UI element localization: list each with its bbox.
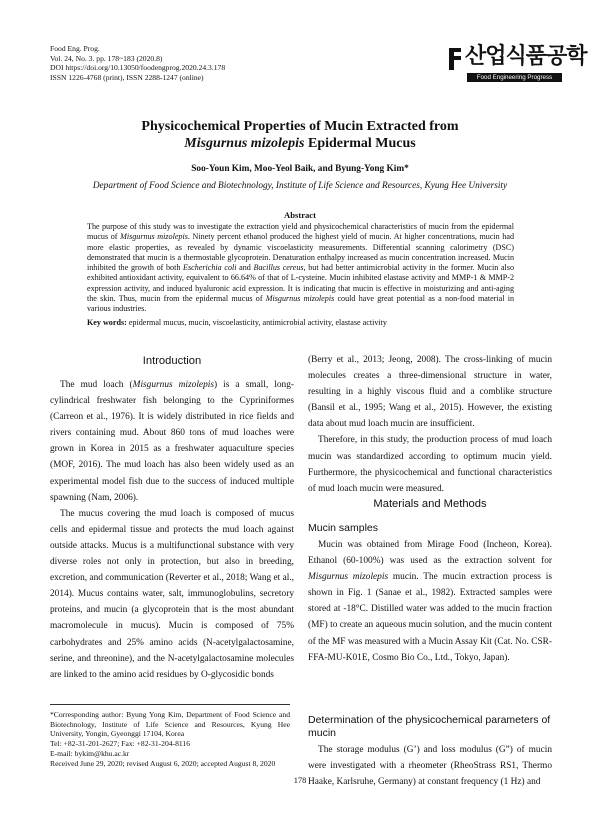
title-line-2 [40, 135, 560, 152]
affiliation: Department of Food Science and Biotechnology, Institute of Life Science and Resources, Kyung Hee University [92, 181, 508, 191]
methods-heading: Materials and Methods [373, 498, 487, 510]
footnote-email[interactable]: E-mail: bykim@khu.ac.kr [50, 748, 130, 758]
journal-doi[interactable]: DOI https://doi.org/10.13050/foodengprog.2020.24.3.178 [50, 63, 226, 73]
footnote-received: Received June 29, 2020; revised August 6, 2020; accepted August 8, 2020 [50, 758, 276, 768]
title-species: Misgurnus mizolepis [184, 136, 305, 151]
journal-header [50, 44, 350, 82]
intro-paragraph-4: Therefore, in this study, the production process of mud loach mucin was standardized according to optimum mucin yield. Furthermore, the physicochemical and functional characteristics of mud loach mucin were measured. [308, 435, 552, 494]
right-column-intro [308, 352, 552, 497]
journal-logo [447, 42, 587, 88]
keywords [87, 318, 514, 328]
introduction-heading: Introduction [142, 355, 202, 367]
journal-name: Food Eng. Prog. [50, 44, 100, 53]
author-list: Soo-Youn Kim, Moo-Yeol Baik, and Byung-Yong Kim* [191, 164, 409, 174]
journal-volume: Vol. 24, No. 3. pp. 178~183 (2020.8) [50, 53, 163, 63]
keywords-list: epidermal mucus, mucin, viscoelasticity, antimicrobial activity, elastase activity [126, 318, 387, 327]
mucin-samples-body [308, 537, 552, 666]
intro-paragraph-1: The mud loach (Misgurnus mizolepis) is a small, long-cylindrical freshwater fish belonging to the Cypriniformes (Carreon et al., 1976). It is widely distributed in rice fields and rivers containing mud. About 860 tons of mud loaches were grown in Korea in 2015 as a freshwater aquaculture species (MOF, 2016). The mud loach has also been widely used as an experimental model fish due to the success of induced multiple spawning (Nam, 2006). [50, 380, 294, 503]
abstract-body: The purpose of this study was to investigate the extraction yield and physicochemical characteristics of mucin from the epidermal mucus of Misgurnus mizolepis. Ninety percent ethanol produced the highest yield of mucin. At higher concentrations, mucin had more elastic properties, as revealed by dynamic viscoelasticity measurements. Differential scanning calorimetry (DSC) demonstrated that mucin is a thermostable glycoprotein. Denaturation enthalpy increased as mucin concentration increased. Mucin inhibited the growth of both Escherichia coli and Bacillus cereus, but had better antimicrobial activity in the former. Mucin also exhibited antioxidant activity, equivalent to 66.64% of that of L-cysteine. Mucin inhibited elastase activity and MMP-1 & MMP-2 expression activity, and induced hyaluronic acid expression. It is indicating that mucin is effective in moisturizing and anti-aging the skin. Thus, mucin from the epidermal mucus of Misgurnus mizolepis could have great potential as a non-food material in various industries. [87, 222, 514, 314]
footnote-phone: Tel: +82-31-201-2627; Fax: +82-31-204-8116 [50, 739, 190, 749]
mucin-samples-paragraph: Mucin was obtained from Mirage Food (Incheon, Korea). Ethanol (60-100%) was used as the extraction solvent for Misgurnus mizolepis mucin. The mucin extraction process is shown in Fig. 1 (Sanae et al., 1982). Extracted samples were stored at -18°C. Distilled water was added to the mucin fraction (MF) to create an aqueous mucin solution, and the mucin content of the MF was measured with a Mucin Assay Kit (Cat. No. CSR-FFA-MU-K01E, Cosmo Bio Co., Ltd., Tokyo, Japan). [308, 540, 552, 663]
keywords-label: Key words: [87, 318, 127, 327]
physicochemical-paragraph: The storage modulus (G’) and loss modulus (G”) of mucin were investigated with a rheometer (RheoStrass RS1, Thermo Haake, Karlsruhe, Germany) at constant frequency (1 Hz) and [308, 745, 552, 788]
logo-english-text: Food Engineering Progress [467, 73, 562, 82]
article-title [40, 118, 560, 152]
logo-korean-text: 산업식품공학 [465, 44, 587, 69]
footnote-divider [50, 704, 290, 705]
footnote [50, 710, 290, 768]
introduction-body [50, 377, 294, 683]
title-line-2-rest: Epidermal Mucus [304, 136, 416, 151]
page-number: 178 [293, 776, 307, 785]
logo-mark-icon [447, 46, 463, 72]
intro-paragraph-3: (Berry et al., 2013; Jeong, 2008). The cross-linking of mucin molecules creates a three-dimensional structure in water, resulting in a highly viscous fluid and a comblike structure (Bansil et al., 1995; Wang et al., 2015). However, the existing data about mud loach mucin are insufficient. [308, 355, 552, 430]
footnote-corresponding: *Corresponding author: Byung Yong Kim, Department of Food Science and Biotechnology, Institute of Life Science and Resources, Kyung Hee University, Yongin, Gyeonggi 17104, Korea [50, 710, 290, 739]
subsection-mucin-samples: Mucin samples [308, 522, 379, 534]
subsection-physicochemical: Determination of the physicochemical parameters of mucin [308, 714, 551, 739]
abstract-heading: Abstract [284, 210, 316, 220]
intro-paragraph-2: The mucus covering the mud loach is composed of mucus cells and epidermal tissue and protects the mud loach against outside attacks. Mucus is a multifunctional substance with very diverse roles not only in protection, but also in breeding, excretion, and communication (Reverter et al., 2018; Wang et al., 2014). Mucus contains water, salt, immunoglobulins, secretory proteins, and mucin (a glycoprotein that is the most abundant macromolecule in mucus). Mucin is composed of 75% carbohydrates and 25% amino acids (N-acetylgalactosamine, serine, and threonine), and the N-acetylgalactosamine molecules are linked to the amino acid residues by O-glycosidic bonds [50, 508, 295, 680]
journal-issn: ISSN 1226-4768 (print), ISSN 2288-1247 (online) [50, 72, 204, 82]
title-line-1: Physicochemical Properties of Mucin Extracted from [141, 119, 459, 134]
